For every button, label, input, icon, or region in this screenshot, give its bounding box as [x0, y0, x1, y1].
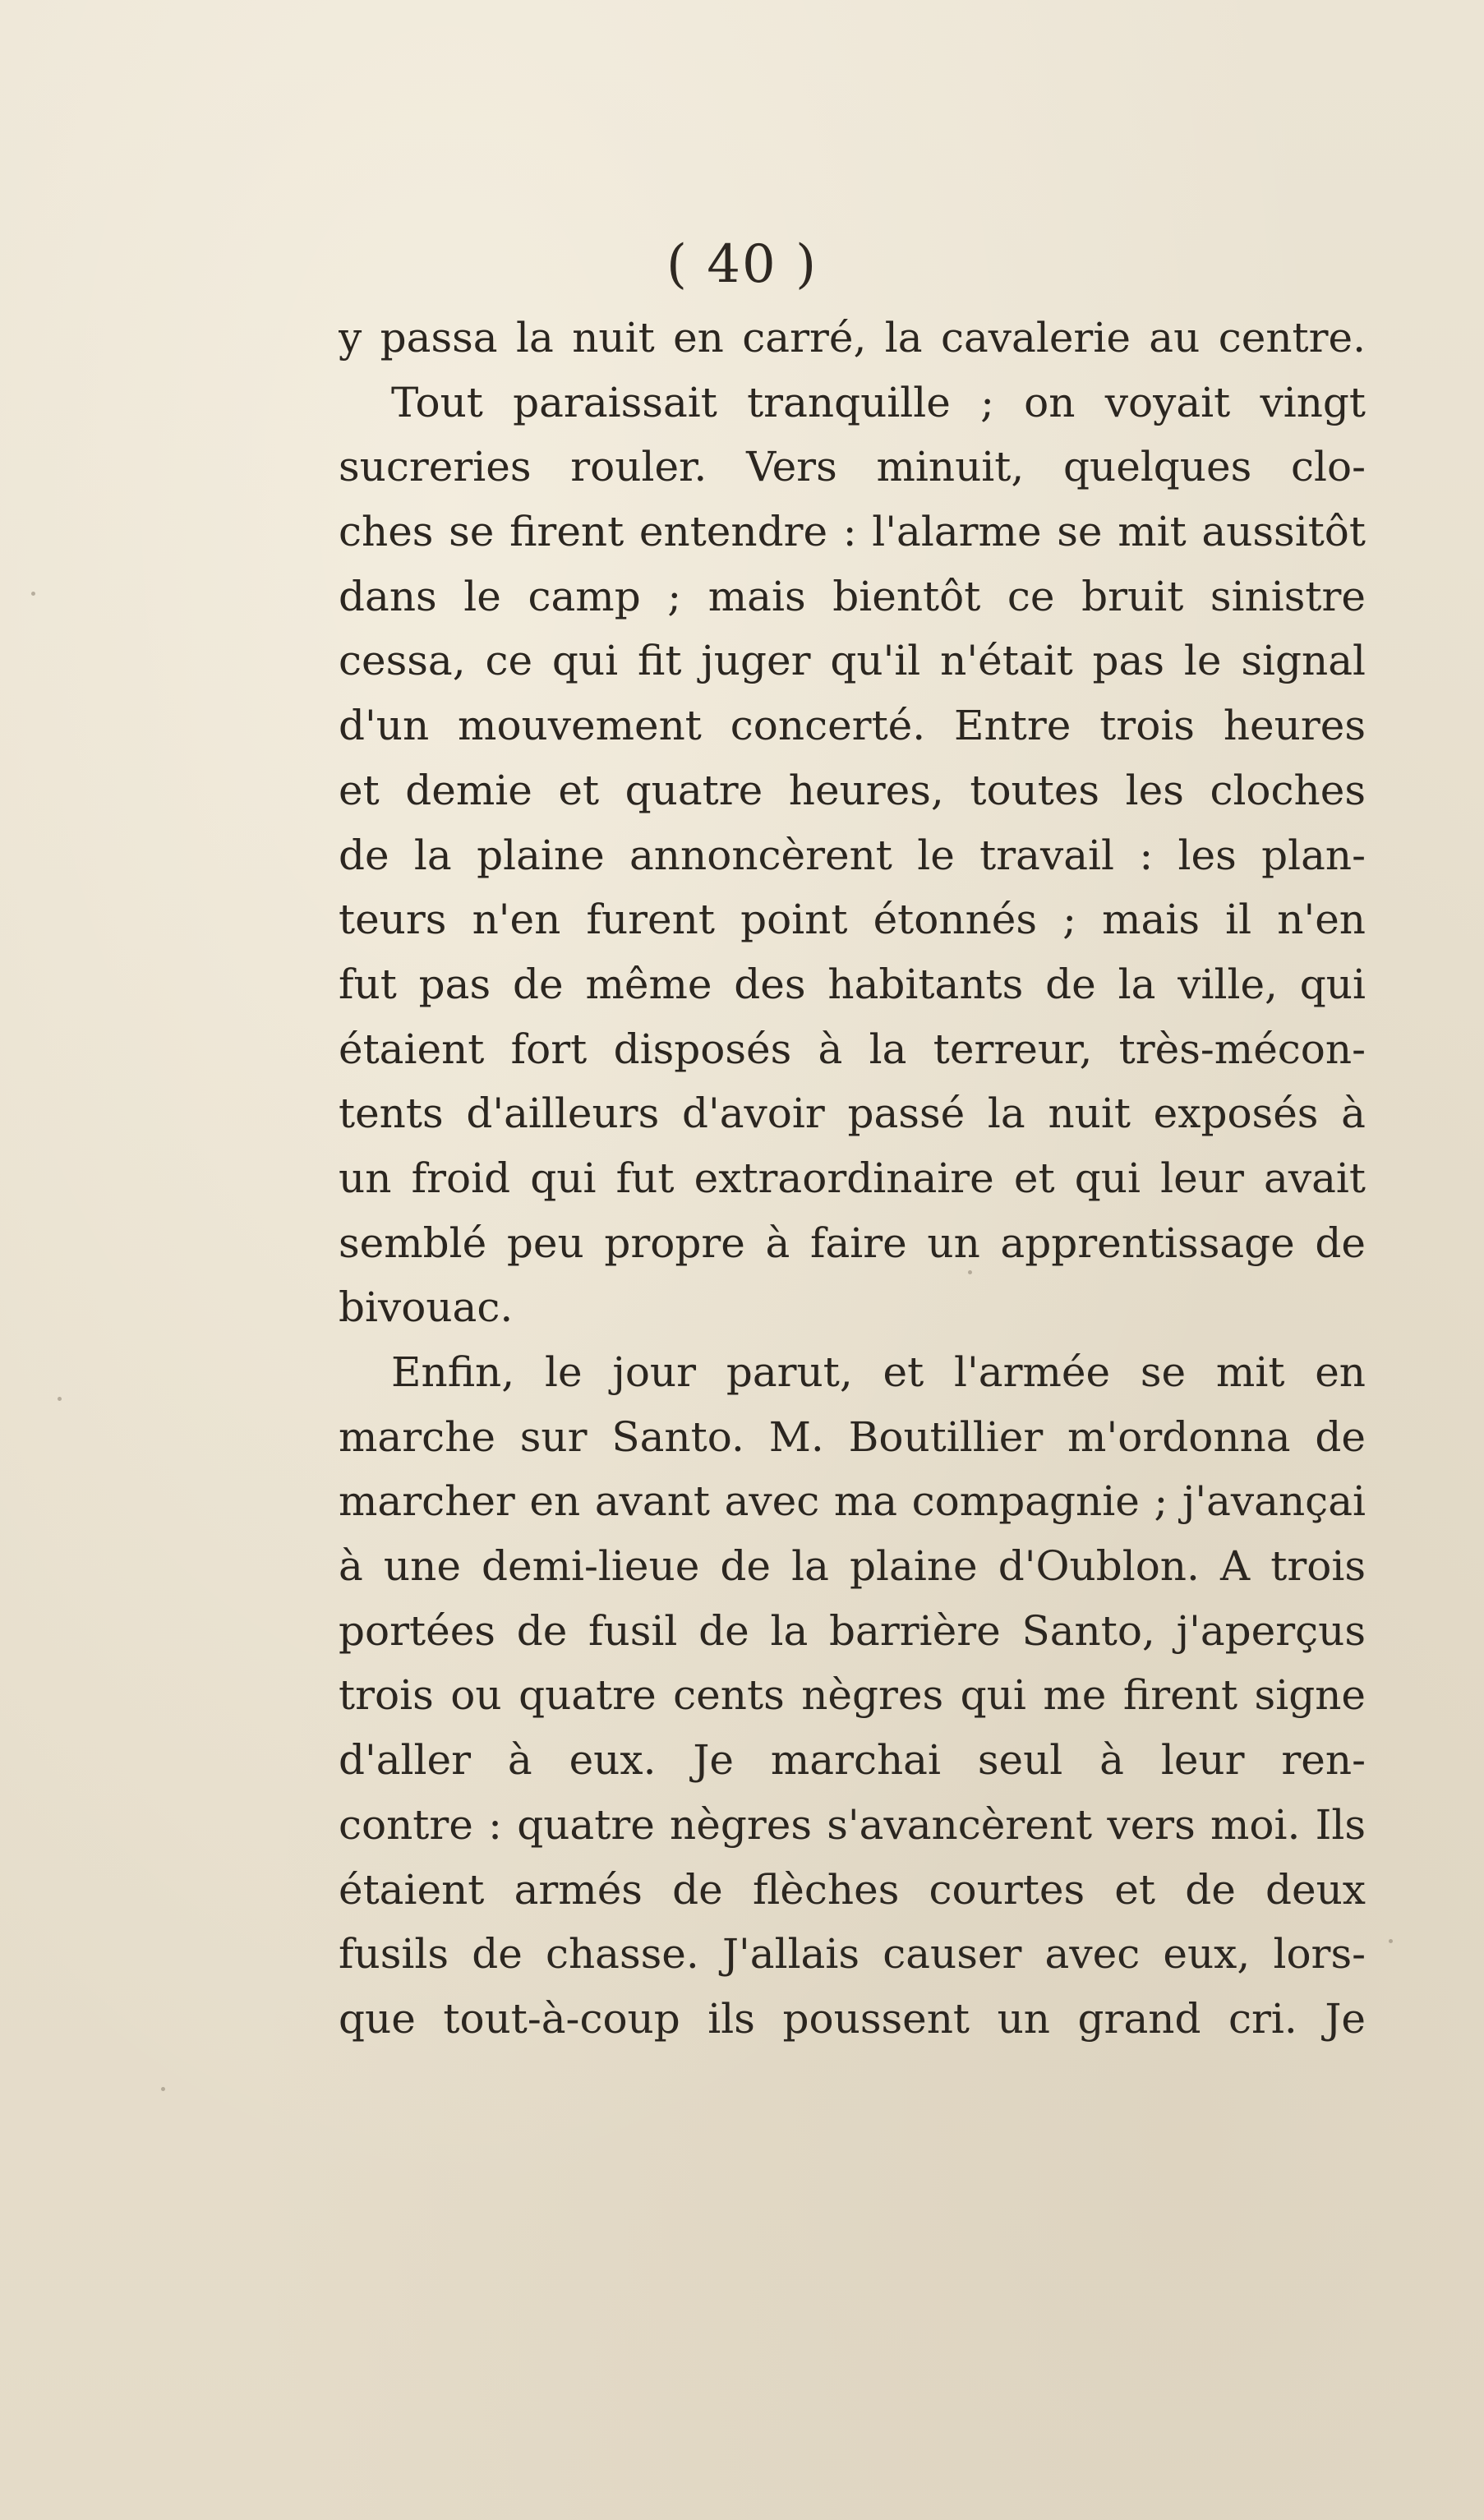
text-line: et demie et quatre heures, toutes les cloches — [339, 766, 1366, 814]
body-text — [339, 306, 1366, 2052]
text-line: marche sur Santo. M. Boutillier m'ordonna de — [339, 1412, 1366, 1461]
text-line: bivouac. — [339, 1283, 514, 1332]
text-line: marcher en avant avec ma compagnie ; j'avançai — [339, 1477, 1366, 1526]
text-line: que tout-à-coup ils poussent un grand cri. Je — [339, 1994, 1366, 2043]
paper-speck — [968, 1270, 972, 1274]
paper-speck — [31, 592, 35, 596]
paper-speck — [161, 2087, 165, 2091]
text-line: d'un mouvement concerté. Entre trois heures — [339, 702, 1366, 750]
text-line: étaient fort disposés à la terreur, très-mécon- — [339, 1025, 1366, 1073]
text-line: Tout paraissait tranquille ; on voyait vingt — [391, 378, 1366, 426]
text-line: cessa, ce qui fit juger qu'il n'était pas le signal — [339, 637, 1366, 685]
text-line: à une demi-lieue de la plaine d'Oublon. A trois — [339, 1542, 1366, 1591]
text-line: trois ou quatre cents nègres qui me firent signe — [339, 1671, 1366, 1720]
paper-speck — [1389, 1939, 1393, 1943]
text-line: d'aller à eux. Je marchai seul à leur ren- — [339, 1736, 1366, 1785]
text-line: Enfin, le jour parut, et l'armée se mit en — [391, 1348, 1366, 1396]
text-line: dans le camp ; mais bientôt ce bruit sinistre — [339, 572, 1366, 620]
text-line: fusils de chasse. J'allais causer avec eux, lors- — [339, 1930, 1366, 1979]
text-line: sucreries rouler. Vers minuit, quelques clo- — [339, 443, 1366, 491]
text-line: fut pas de même des habitants de la ville, qui — [339, 960, 1366, 1008]
text-line: étaient armés de flèches courtes et de deux — [339, 1865, 1366, 1914]
text-line: contre : quatre nègres s'avancèrent vers moi. Ils — [339, 1800, 1366, 1849]
text-line: ches se firent entendre : l'alarme se mit aussitôt — [339, 508, 1366, 556]
text-line: teurs n'en furent point étonnés ; mais il n'en — [339, 896, 1366, 944]
text-line: tents d'ailleurs d'avoir passé la nuit exposés à — [339, 1090, 1366, 1138]
text-line: un froid qui fut extraordinaire et qui leur avait — [339, 1154, 1366, 1202]
page-number: ( 40 ) — [666, 234, 818, 295]
text-line: de la plaine annoncèrent le travail : les plan- — [339, 831, 1366, 879]
text-line: portées de fusil de la barrière Santo, j'aperçus — [339, 1606, 1366, 1655]
text-line: semblé peu propre à faire un apprentissage de — [339, 1219, 1366, 1267]
text-line: y passa la nuit en carré, la cavalerie au centre. — [339, 314, 1366, 362]
paper-speck — [58, 1397, 62, 1401]
